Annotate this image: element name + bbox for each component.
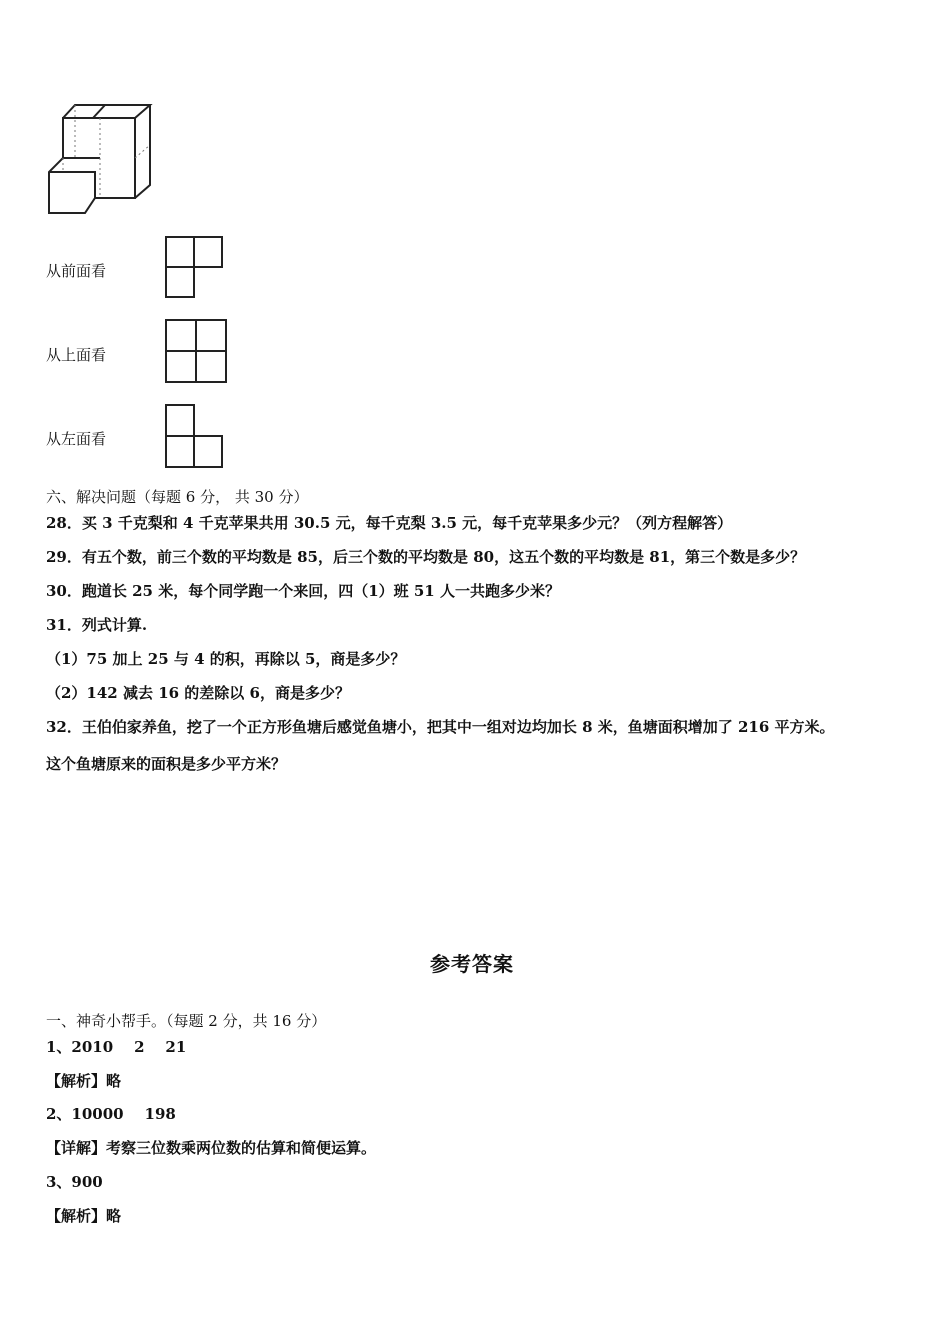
answers-section1-heading: 一、神奇小帮手。（每题 2 分，共 16 分） [46,1012,327,1030]
left-view-diagram [164,403,224,469]
question-31-part2: （2）142 减去 16 的差除以 6，商是多少？ [46,684,350,702]
answer-1: 1、2010 2 21 [46,1038,187,1056]
top-view-diagram [164,318,228,384]
question-32-line2: 这个鱼塘原来的面积是多少平方米？ [46,755,287,773]
front-view-label: 从前面看 [46,262,107,280]
answer-2: 2、10000 198 [46,1105,176,1123]
left-view-label: 从左面看 [46,430,107,448]
section6-heading: 六、解决问题（每题 6 分， 共 30 分） [46,488,309,506]
question-30: 30．跑道长 25 米，每个同学跑一个来回，四（1）班 51 人一共跑多少米？ [46,582,560,600]
answer-3-note: 【解析】略 [46,1207,122,1225]
answer-2-note: 【详解】考察三位数乘两位数的估算和简便运算。 [46,1139,377,1157]
question-29: 29．有五个数，前三个数的平均数是 85，后三个数的平均数是 80，这五个数的平均数是 81，第三个数是多少？ [46,548,806,566]
answer-1-note: 【解析】略 [46,1072,122,1090]
answers-title: 参考答案 [430,952,514,976]
question-28: 28．买 3 千克梨和 4 千克苹果共用 30.5 元，每千克梨 3.5 元，每千克苹果多少元？（列方程解答） [46,514,733,532]
cube-solid-figure [45,100,160,220]
question-31-part1: （1）75 加上 25 与 4 的积，再除以 5，商是多少？ [46,650,406,668]
question-31: 31．列式计算. [46,616,148,634]
front-view-diagram [164,235,224,300]
top-view-label: 从上面看 [46,346,107,364]
question-32-line1: 32．王伯伯家养鱼，挖了一个正方形鱼塘后感觉鱼塘小，把其中一组对边均加长 8 米，鱼塘面积增加了 216 平方米。 [46,718,835,736]
answer-3: 3、900 [46,1173,103,1191]
